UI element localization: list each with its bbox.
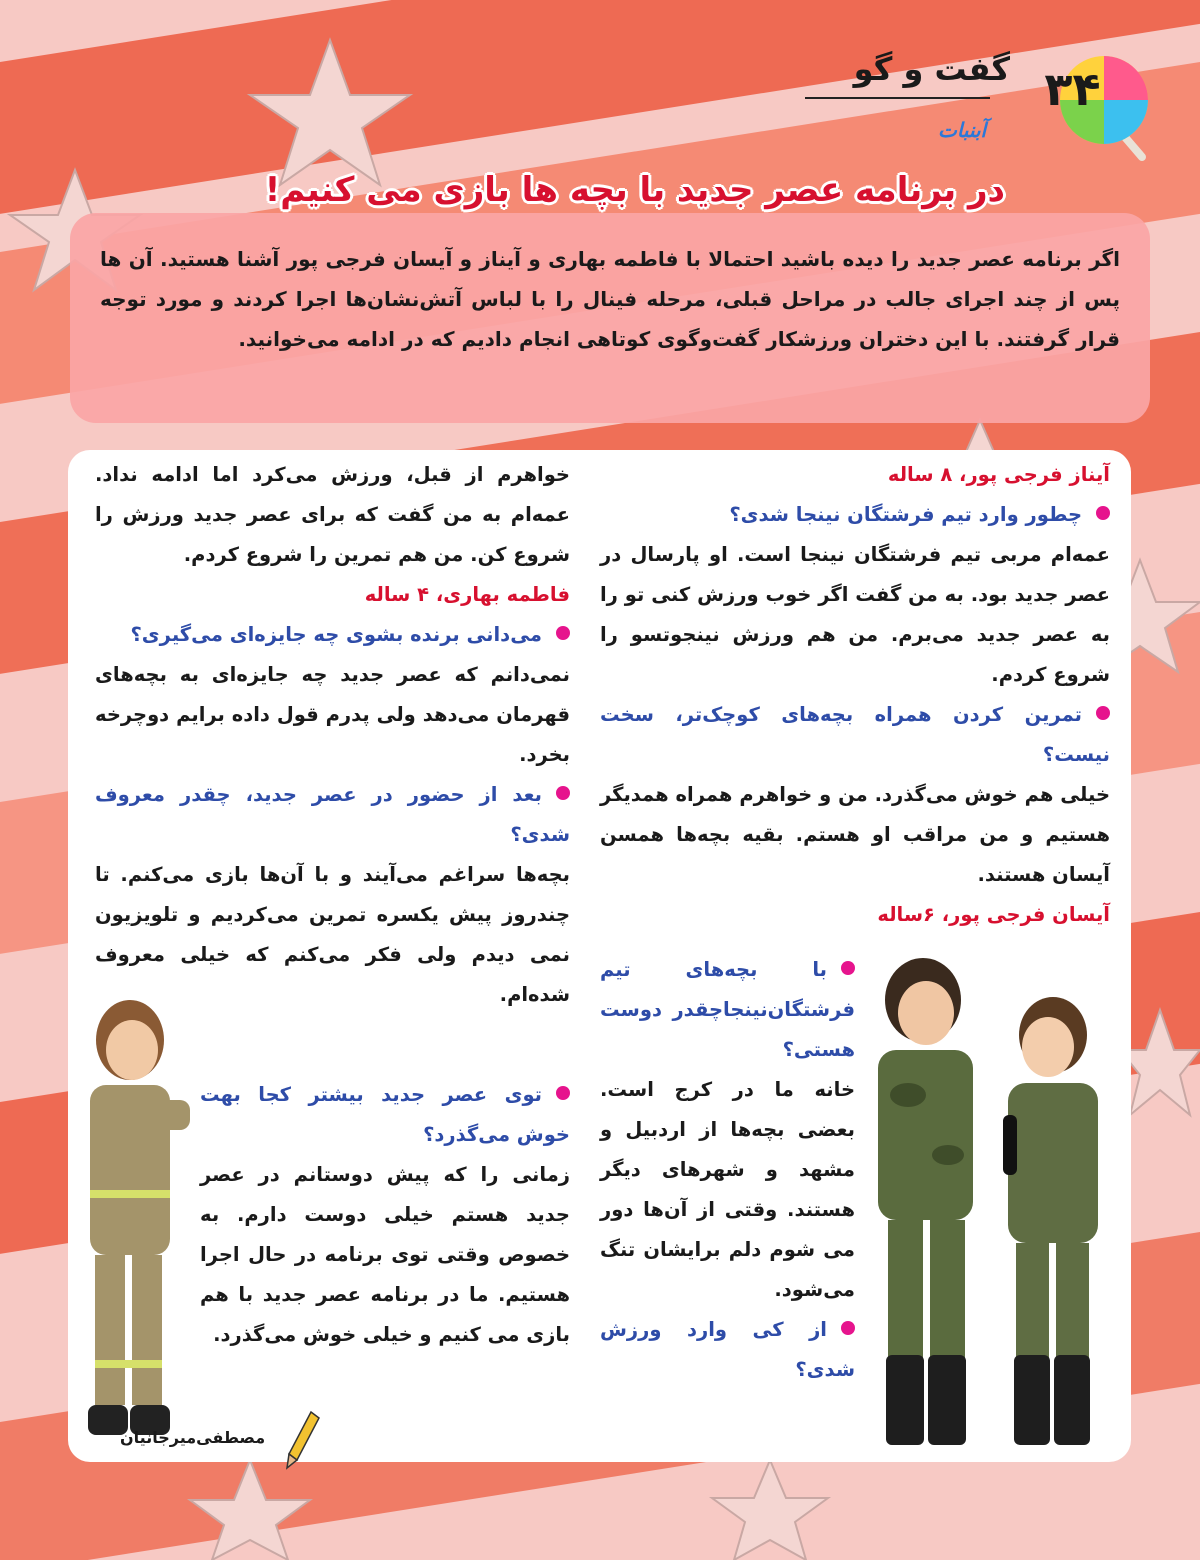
page-number: ۳۴ <box>1044 62 1101 116</box>
intro-text: اگر برنامه عصر جدید را دیده باشید احتمالا با فاطمه بهاری و آیناز و آیسان فرجی پور آشنا هستید. آن ها پس از چند اجرای جالب در مراحل قبلی، مرحله فینال را با لباس آتش‌نشان‌ها اجرا کردند و مورد توجه قرار گرفتند. با این دختران ورزشکار گفت‌وگوی کوتاهی انجام دادیم که در ادامه می‌خوانید. <box>100 247 1120 351</box>
question: می‌دانی برنده بشوی چه جایزه‌ای می‌گیری؟ <box>95 615 570 655</box>
bullet-icon <box>1096 706 1110 720</box>
article-headline: در برنامه عصر جدید با بچه ها بازی می کنیم! <box>264 170 1005 210</box>
section-title: گفت و گو <box>853 50 1010 88</box>
right-column <box>600 455 1110 935</box>
bullet-icon <box>556 1086 570 1100</box>
photo-credit: مصطفی‌میرجانیان <box>120 1428 266 1447</box>
interviewee-name: فاطمه بهاری، ۴ ساله <box>364 583 570 606</box>
answer: خانه ما در کرج است. بعضی بچه‌ها از اردبیل و مشهد و شهرهای دیگر هستند. وقتی از آن‌ها دور می شوم دلم برایشان تنگ می‌شود. <box>600 1078 855 1301</box>
header-divider <box>805 97 990 99</box>
bullet-icon <box>556 786 570 800</box>
answer: نمی‌دانم که عصر جدید چه جایزه‌ای به بچه‌های قهرمان می‌دهد ولی پدرم قول داده برایم دوچرخه بخرد. <box>95 663 570 766</box>
interviewee-name: آیناز فرجی پور، ۸ ساله <box>887 463 1110 486</box>
right-column-narrow <box>600 950 855 1390</box>
answer: بچه‌ها سراغم می‌آیند و با آن‌ها بازی می‌کنم. تا چندروز پیش یکسره تمرین می‌کردیم و تلویزیون نمی دیدم ولی فکر می‌کنم که خیلی معروف شده‌ام. <box>95 863 570 1006</box>
answer: زمانی را که پیش دوستانم در عصر جدید هستم خیلی دوست دارم. به خصوص وقتی توی برنامه در حال اجرا هستیم. ما در برنامه عصر جدید با هم بازی می کنیم و خیلی خوش می‌گذرد. <box>200 1163 570 1346</box>
question: تمرین کردن همراه بچه‌های کوچک‌تر، سخت نیست؟ <box>600 703 1110 766</box>
girl-firefighter-photo <box>60 990 200 1460</box>
pencil-icon <box>283 1410 323 1470</box>
question: توی عصر جدید بیشتر کجا بهت خوش می‌گذرد؟ <box>200 1083 570 1146</box>
question: با بچه‌های تیم فرشتگان‌نینجاچقدر دوست هستی؟ <box>600 958 855 1061</box>
interviewee-name: آیسان فرجی پور، ۶ساله <box>877 903 1110 926</box>
answer: عمه‌ام مربی تیم فرشتگان نینجا است. او پارسال در عصر جدید بود. به من گفت اگر خوب ورزش کنی تو را به عصر جدید می‌برم. من هم ورزش نینجوتسو را شروع کردم. <box>600 543 1110 686</box>
bullet-icon <box>556 626 570 640</box>
question: چطور وارد تیم فرشتگان نینجا شدی؟ <box>600 495 1110 535</box>
bullet-icon <box>1096 506 1110 520</box>
twin-girls-uniform-photo <box>848 945 1138 1455</box>
intro-box <box>70 213 1150 423</box>
magazine-logo: آبنبات <box>938 118 987 142</box>
answer: خیلی هم خوش می‌گذرد. من و خواهرم همراه همدیگر هستیم و من مراقب او هستم. بقیه بچه‌ها همسن آیسان هستند. <box>600 783 1110 886</box>
left-column <box>95 455 570 1015</box>
answer: خواهرم از قبل، ورزش می‌کرد اما ادامه نداد. عمه‌ام به من گفت که برای عصر جدید ورزش را شروع کن. من هم تمرین را شروع کردم. <box>95 463 570 566</box>
question: از کی وارد ورزش شدی؟ <box>600 1318 855 1381</box>
left-column-narrow <box>200 1075 570 1355</box>
question: بعد از حضور در عصر جدید، چقدر معروف شدی؟ <box>95 783 570 846</box>
